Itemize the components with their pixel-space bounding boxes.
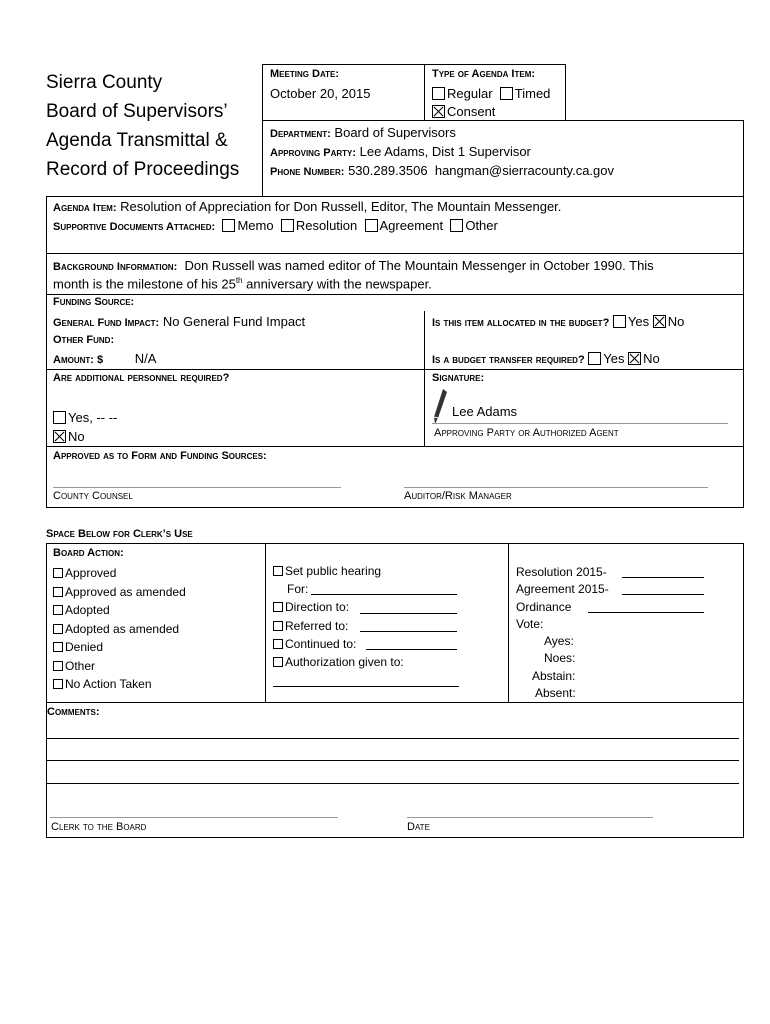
comment-line-1[interactable]	[47, 738, 739, 739]
board-action-label-text: Denied	[65, 640, 104, 654]
personnel-label: Are additional personnel required?	[53, 372, 230, 384]
agreement-number-label: Agreement 2015-	[516, 582, 609, 597]
allocated-no-checkbox[interactable]	[653, 315, 666, 328]
vote-label: Vote:	[516, 616, 544, 631]
ayes-label: Ayes:	[544, 634, 574, 649]
referred-label: Referred to:	[285, 618, 349, 633]
adopted-checkbox[interactable]	[53, 605, 63, 615]
board-action-label-text: Approved as amended	[65, 584, 186, 599]
denied-checkbox[interactable]	[53, 642, 63, 652]
timed-checkbox[interactable]	[500, 87, 513, 100]
auditor-line	[404, 487, 708, 488]
general-fund-label: General Fund Impact:	[53, 317, 160, 329]
agenda-type-label: Type of Agenda Item:	[432, 68, 536, 80]
agreement-label: Agreement	[379, 218, 444, 233]
board-action-label: Board Action:	[53, 547, 124, 559]
authorization-field[interactable]	[273, 686, 459, 687]
allocated-label: Is this item allocated in the budget?	[432, 317, 610, 329]
clerk-section-label: Space Below for Clerk’s Use	[46, 528, 193, 540]
phone-value[interactable]: 530.289.3506	[348, 163, 428, 178]
transfer-yes-label: Yes	[603, 351, 625, 366]
direction-field[interactable]	[360, 613, 457, 614]
abstain-label: Abstain:	[532, 668, 576, 683]
amount-value[interactable]: N/A	[134, 351, 157, 366]
noes-label: Noes:	[544, 651, 576, 666]
signature-label: Signature:	[432, 372, 485, 384]
referred-row	[273, 617, 404, 635]
background-text-2b: anniversary with the newspaper.	[242, 276, 432, 292]
allocated-yes-label: Yes	[627, 314, 650, 329]
personnel-no-checkbox[interactable]	[53, 430, 66, 443]
set-public-hearing-row	[273, 562, 404, 580]
right-action-list	[516, 564, 609, 702]
consent-checkbox[interactable]	[432, 105, 445, 118]
board-action-label-text: Approved	[65, 566, 117, 580]
agenda-item-value[interactable]: Resolution of Appreciation for Don Russell, Editor, The Mountain Messenger.	[120, 199, 562, 214]
county-counsel-label: County Counsel	[53, 490, 133, 502]
continued-checkbox[interactable]	[273, 639, 283, 649]
other-checkbox[interactable]	[450, 219, 463, 232]
agreement-number-field[interactable]	[622, 594, 704, 595]
department-label: Department:	[270, 128, 331, 140]
allocated-yes-checkbox[interactable]	[613, 315, 626, 328]
agenda-item-label: Agenda Item:	[53, 202, 117, 214]
board-action-label-text: Other	[65, 658, 96, 673]
amount-row	[53, 351, 156, 366]
absent-row	[516, 685, 609, 702]
background-line-1	[53, 258, 654, 273]
approving-party-value[interactable]: Lee Adams, Dist 1 Supervisor	[359, 144, 531, 159]
board-action-item	[53, 620, 186, 639]
auditor-label: Auditor/Risk Manager	[404, 490, 512, 502]
comments-label: Comments:	[47, 706, 100, 718]
background-text-sup: th	[235, 276, 243, 285]
ayes-row	[516, 633, 609, 650]
approving-party-row	[270, 144, 531, 159]
board-action-divider-1	[265, 543, 266, 703]
resolution-label: Resolution	[295, 218, 358, 233]
for-row	[273, 580, 404, 598]
board-action-item	[53, 601, 186, 620]
memo-checkbox[interactable]	[222, 219, 235, 232]
meeting-date-value[interactable]: October 20, 2015	[270, 86, 371, 101]
referred-field[interactable]	[360, 631, 457, 632]
county-counsel-line	[53, 487, 341, 488]
department-value[interactable]: Board of Supervisors	[334, 125, 456, 140]
agreement-number-row	[516, 581, 609, 598]
funding-source-label: Funding Source:	[53, 296, 135, 308]
title-line-1: Sierra County	[46, 72, 163, 93]
consent-row	[432, 104, 495, 119]
general-fund-value[interactable]: No General Fund Impact	[162, 314, 306, 329]
personnel-yes-row	[53, 410, 117, 425]
funding-divider	[424, 311, 425, 370]
direction-label: Direction to:	[285, 600, 350, 615]
authorization-label: Authorization given to:	[285, 655, 404, 670]
personnel-yes-label: Yes, -- --	[68, 410, 118, 425]
transfer-yes-checkbox[interactable]	[588, 352, 601, 365]
personnel-yes-checkbox[interactable]	[53, 411, 66, 424]
board-action-list	[53, 564, 186, 694]
consent-label: Consent	[447, 104, 496, 119]
personnel-no-row	[53, 429, 85, 444]
set-public-hearing-label: Set public hearing	[285, 564, 382, 578]
approved-amended-checkbox[interactable]	[53, 587, 63, 597]
vote-row	[516, 616, 609, 633]
approving-party-label: Approving Party:	[270, 147, 357, 159]
noes-row	[516, 650, 609, 667]
no-action-checkbox[interactable]	[53, 679, 63, 689]
authorization-row	[273, 653, 404, 671]
title-line-3: Agenda Transmittal &	[46, 130, 228, 151]
direction-checkbox[interactable]	[273, 602, 283, 612]
agreement-checkbox[interactable]	[365, 219, 378, 232]
allocated-row	[432, 314, 684, 329]
clerk-label: Clerk to the Board	[51, 821, 147, 833]
continued-field[interactable]	[366, 649, 457, 650]
amount-label: Amount: $	[53, 354, 104, 366]
other-fund-label: Other Fund:	[53, 334, 115, 346]
other-label: Other	[465, 218, 498, 233]
regular-label: Regular	[447, 86, 493, 101]
middle-action-list	[273, 562, 404, 671]
comment-line-3[interactable]	[47, 783, 739, 784]
continued-row	[273, 635, 404, 653]
title-line-4: Record of Proceedings	[46, 159, 240, 180]
for-label: For:	[287, 582, 309, 597]
phone-label: Phone Number:	[270, 166, 345, 178]
pen-icon	[432, 388, 448, 426]
date-line[interactable]	[407, 817, 653, 818]
background-line-2	[53, 276, 432, 291]
board-action-label-text: No Action Taken	[65, 677, 152, 691]
ordinance-field[interactable]	[588, 612, 704, 613]
adopted-amended-checkbox[interactable]	[53, 624, 63, 634]
phone-row	[270, 163, 614, 178]
background-label: Background Information:	[53, 261, 178, 273]
transfer-no-label: No	[643, 351, 660, 366]
board-action-label-text: Adopted	[65, 603, 110, 617]
department-row	[270, 125, 456, 140]
form-title	[46, 68, 239, 184]
meeting-date-label: Meeting Date:	[270, 68, 340, 80]
comment-line-2[interactable]	[47, 760, 739, 761]
email-value[interactable]: hangman@sierracounty.ca.gov	[434, 163, 615, 178]
continued-label: Continued to:	[285, 636, 357, 651]
allocated-no-label: No	[667, 314, 685, 329]
background-text-2a: month is the milestone of his 25	[53, 276, 236, 292]
personnel-no-label: No	[68, 429, 85, 444]
supporting-docs-label: Supportive Documents Attached:	[53, 221, 216, 233]
ordinance-label: Ordinance	[516, 599, 572, 614]
board-action-item	[53, 583, 186, 602]
approved-label: Approved as to Form and Funding Sources:	[53, 450, 267, 462]
ordinance-row	[516, 599, 609, 616]
general-fund-row	[53, 314, 305, 329]
regular-checkbox[interactable]	[432, 87, 445, 100]
resolution-number-row	[516, 564, 609, 581]
memo-label: Memo	[237, 218, 274, 233]
agenda-type-row	[432, 86, 550, 101]
clerk-signature-line[interactable]	[50, 817, 338, 818]
title-line-2: Board of Supervisors’	[46, 101, 228, 122]
resolution-checkbox[interactable]	[281, 219, 294, 232]
background-text-1: Don Russell was named editor of The Mountain Messenger in October 1990. This	[184, 258, 654, 273]
resolution-number-label: Resolution 2015-	[516, 565, 607, 579]
resolution-number-field[interactable]	[622, 577, 704, 578]
signature-line	[432, 423, 728, 424]
personnel-divider	[424, 369, 425, 447]
agenda-item-row	[53, 199, 561, 214]
abstain-row	[516, 668, 609, 685]
board-action-divider-2	[508, 543, 509, 703]
authorization-checkbox[interactable]	[273, 657, 283, 667]
signature-caption: Approving Party or Authorized Agent	[434, 427, 619, 439]
approved-checkbox[interactable]	[53, 568, 63, 578]
set-public-hearing-checkbox[interactable]	[273, 566, 283, 576]
referred-checkbox[interactable]	[273, 621, 283, 631]
timed-label: Timed	[514, 86, 551, 101]
transfer-row	[432, 351, 660, 366]
transfer-no-checkbox[interactable]	[628, 352, 641, 365]
signature-name[interactable]: Lee Adams	[452, 404, 518, 419]
transfer-label: Is a budget transfer required?	[432, 354, 585, 366]
supporting-docs-row	[53, 218, 498, 233]
for-field[interactable]	[311, 594, 457, 595]
other-action-checkbox[interactable]	[53, 661, 63, 671]
board-action-label-text: Adopted as amended	[65, 621, 180, 636]
absent-label: Absent:	[535, 686, 576, 701]
date-label: Date	[407, 821, 430, 833]
board-action-item	[53, 564, 186, 583]
board-action-item	[53, 675, 186, 694]
board-action-item	[53, 657, 186, 676]
board-action-item	[53, 638, 186, 657]
